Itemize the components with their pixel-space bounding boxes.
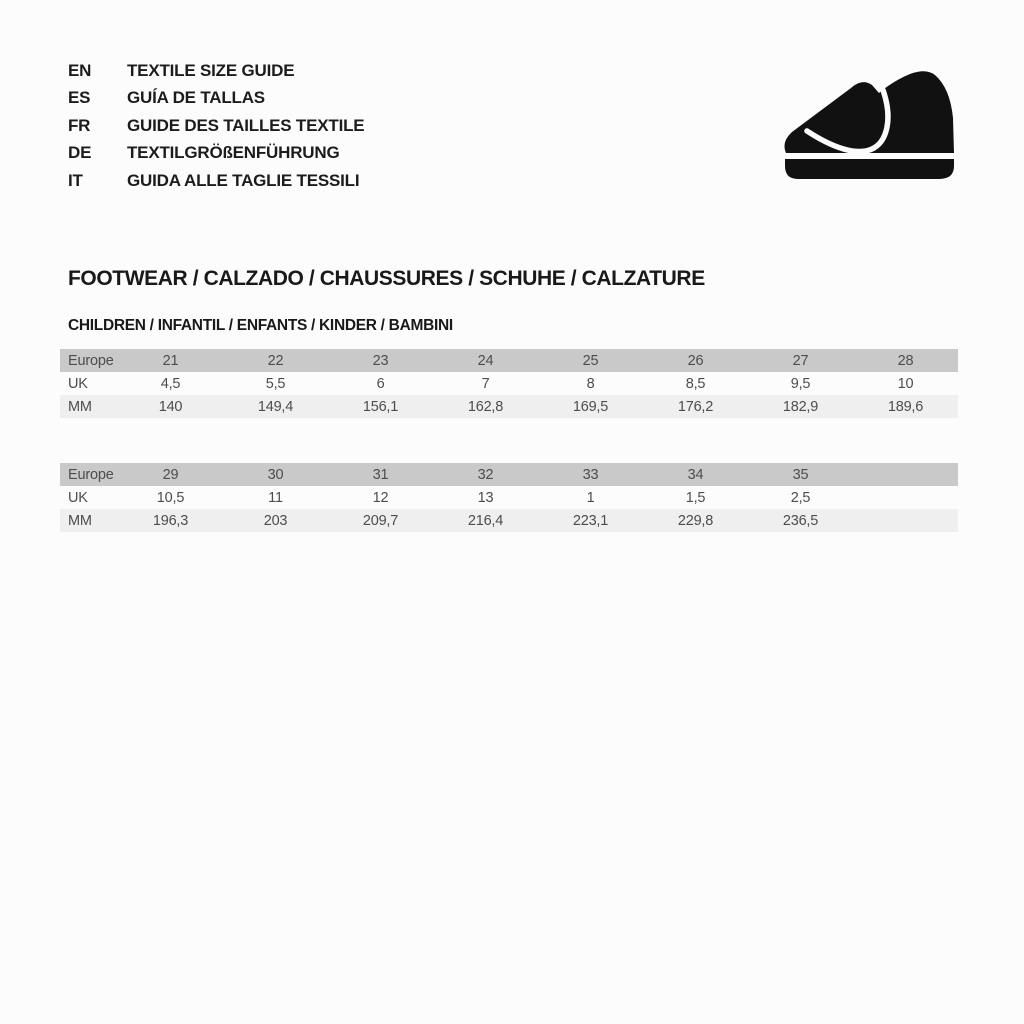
row-label: UK xyxy=(68,375,88,392)
table-row-uk xyxy=(60,372,958,395)
table-cell: 2,5 xyxy=(790,489,811,506)
size-table-eu-29-35 xyxy=(60,463,958,532)
table-row-mm xyxy=(60,509,958,532)
table-cell: 26 xyxy=(687,352,704,369)
language-title: GUÍA DE TALLAS xyxy=(127,88,265,108)
table-cell: 29 xyxy=(162,466,179,483)
language-code: FR xyxy=(68,115,91,135)
size-table-eu-21-28 xyxy=(60,349,958,418)
language-row-es xyxy=(68,85,364,113)
table-cell: 12 xyxy=(372,489,389,506)
language-row-it xyxy=(68,167,364,195)
table-row-europe xyxy=(60,349,958,372)
table-cell: 169,5 xyxy=(572,398,609,415)
table-cell: 21 xyxy=(162,352,179,369)
table-cell: 13 xyxy=(477,489,494,506)
table-cell: 27 xyxy=(792,352,809,369)
table-row-mm xyxy=(60,395,958,418)
table-cell xyxy=(853,486,958,509)
table-cell xyxy=(853,509,958,532)
table-cell: 33 xyxy=(582,466,599,483)
table-cell: 149,4 xyxy=(257,398,294,415)
table-cell: 182,9 xyxy=(782,398,819,415)
table-cell: 1 xyxy=(586,489,595,506)
table-cell: 32 xyxy=(477,466,494,483)
table-cell: 236,5 xyxy=(782,512,819,529)
table-cell: 22 xyxy=(267,352,284,369)
table-cell: 189,6 xyxy=(887,398,924,415)
language-row-en xyxy=(68,57,364,85)
language-title: GUIDA ALLE TAGLIE TESSILI xyxy=(127,170,360,190)
table-cell: 229,8 xyxy=(677,512,714,529)
row-label: MM xyxy=(68,398,92,415)
table-cell: 1,5 xyxy=(685,489,706,506)
table-cell: 28 xyxy=(897,352,914,369)
table-cell: 196,3 xyxy=(152,512,189,529)
table-cell: 4,5 xyxy=(160,375,181,392)
table-cell: 24 xyxy=(477,352,494,369)
table-cell: 34 xyxy=(687,466,704,483)
table-cell: 140 xyxy=(158,398,183,415)
table-cell: 5,5 xyxy=(265,375,286,392)
row-label: MM xyxy=(68,512,92,529)
language-row-fr xyxy=(68,112,364,140)
language-title: TEXTILGRÖßENFÜHRUNG xyxy=(127,143,340,163)
table-cell: 209,7 xyxy=(362,512,399,529)
table-cell: 31 xyxy=(372,466,389,483)
table-cell: 8 xyxy=(586,375,595,392)
table-cell xyxy=(853,463,958,486)
table-row-uk xyxy=(60,486,958,509)
table-cell: 30 xyxy=(267,466,284,483)
language-title: TEXTILE SIZE GUIDE xyxy=(127,60,295,80)
table-cell: 7 xyxy=(481,375,490,392)
language-code: DE xyxy=(68,143,92,163)
table-cell: 176,2 xyxy=(677,398,714,415)
row-label: Europe xyxy=(68,466,114,483)
table-cell: 11 xyxy=(268,489,283,506)
language-title-list xyxy=(68,57,364,195)
category-title: FOOTWEAR / CALZADO / CHAUSSURES / SCHUHE / CALZATURE xyxy=(68,267,705,290)
table-cell: 35 xyxy=(792,466,809,483)
table-cell: 6 xyxy=(376,375,385,392)
language-title: GUIDE DES TAILLES TEXTILE xyxy=(127,115,365,135)
table-cell: 8,5 xyxy=(685,375,706,392)
table-cell: 223,1 xyxy=(572,512,609,529)
language-row-de xyxy=(68,140,364,168)
table-cell: 10 xyxy=(897,375,914,392)
children-shoe-icon xyxy=(781,66,958,180)
table-cell: 203 xyxy=(263,512,288,529)
table-cell: 10,5 xyxy=(156,489,185,506)
language-code: ES xyxy=(68,88,91,108)
language-code: IT xyxy=(68,170,83,190)
table-cell: 156,1 xyxy=(362,398,399,415)
row-label: UK xyxy=(68,489,88,506)
row-label: Europe xyxy=(68,352,114,369)
table-cell: 216,4 xyxy=(467,512,504,529)
table-row-europe xyxy=(60,463,958,486)
table-cell: 25 xyxy=(582,352,599,369)
table-cell: 23 xyxy=(372,352,389,369)
group-title: CHILDREN / INFANTIL / ENFANTS / KINDER / BAMBINI xyxy=(68,317,453,334)
table-cell: 162,8 xyxy=(467,398,504,415)
language-code: EN xyxy=(68,60,92,80)
table-cell: 9,5 xyxy=(790,375,811,392)
